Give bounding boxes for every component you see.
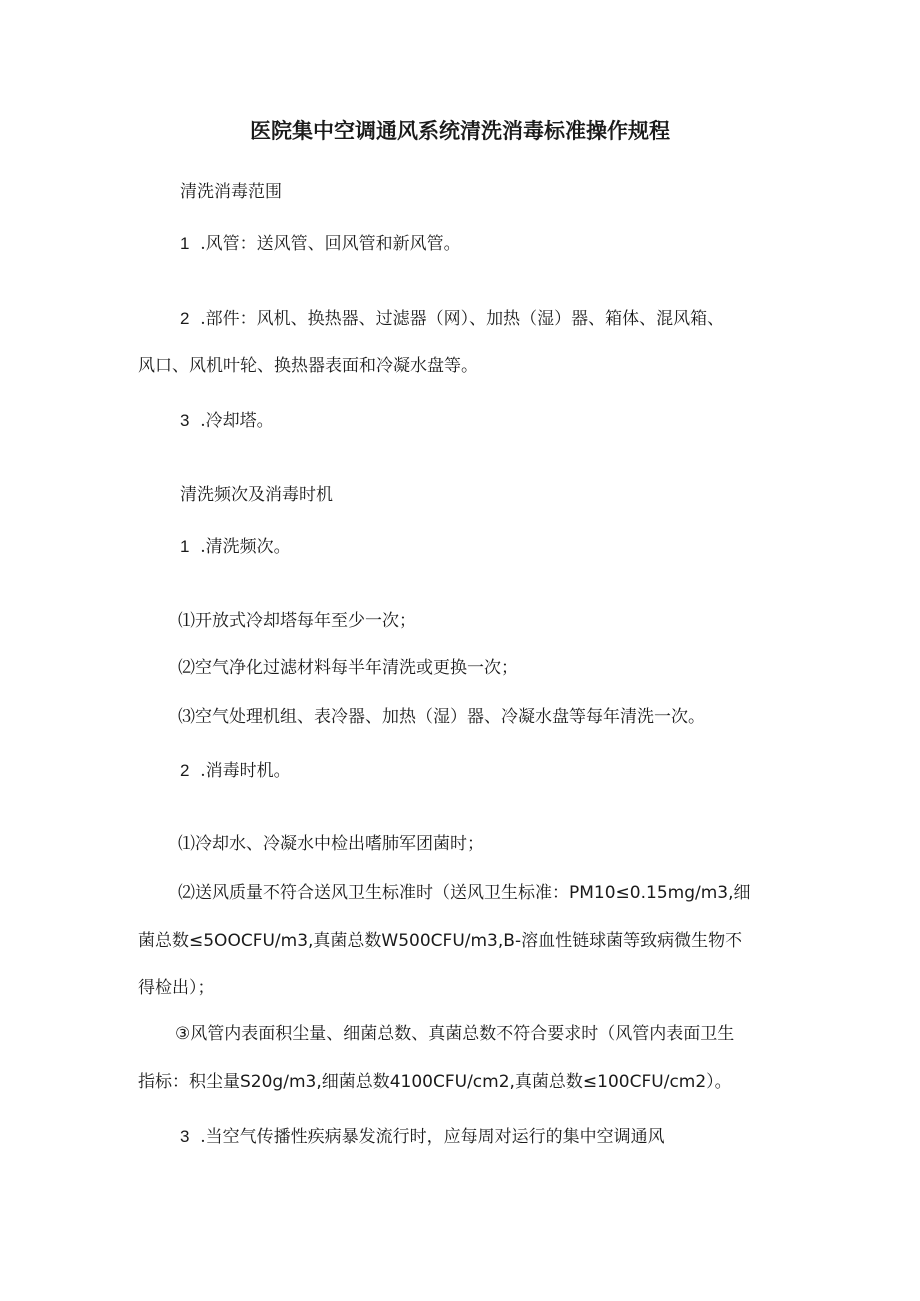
item-text: .当空气传播性疾病暴发流行时，应每周对运行的集中空调通风 <box>200 1127 665 1147</box>
item-number: 3 <box>180 411 190 430</box>
section-heading-scope: 清洗消毒范围 <box>180 182 282 202</box>
timing-sub-2-line-1: ⑵送风质量不符合送风卫生标准时（送风卫生标准：PM10≤0.15mg∕m3,细 <box>178 883 751 903</box>
timing-sub-3-line-2: 指标：积尘量S20g∕m3,细菌总数4100CFU/cm2,真菌总数≤100CFU∕cm2）。 <box>138 1072 732 1092</box>
frequency-item-3 <box>180 1125 665 1149</box>
freq-sub-2: ⑵空气净化过滤材料每半年清洗或更换一次； <box>178 658 518 678</box>
freq-sub-3: ⑶空气处理机组、表冷器、加热（湿）器、冷凝水盘等每年清洗一次。 <box>178 707 705 727</box>
item-text: .风管：送风管、回风管和新风管。 <box>200 234 461 254</box>
item-number: 2 <box>180 761 190 780</box>
freq-sub-1: ⑴开放式冷却塔每年至少一次； <box>178 611 416 631</box>
scope-item-2 <box>180 307 724 331</box>
scope-item-2-continuation: 风口、风机叶轮、换热器表面和冷凝水盘等。 <box>138 356 478 376</box>
item-number: 1 <box>180 234 190 253</box>
section-heading-frequency: 清洗频次及消毒时机 <box>180 485 333 505</box>
item-text: .清洗频次。 <box>200 537 291 557</box>
item-text: .部件：风机、换热器、过滤器（网）、加热（湿）器、箱体、混风箱、 <box>200 309 725 329</box>
frequency-item-2 <box>180 759 291 783</box>
timing-sub-3-line-1: ③风管内表面积尘量、细菌总数、真菌总数不符合要求时（风管内表面卫生 <box>175 1024 735 1044</box>
frequency-item-1 <box>180 535 291 559</box>
timing-sub-2-line-3: 得检出）； <box>138 978 215 998</box>
timing-sub-1: ⑴冷却水、冷凝水中检出嗜肺军团菌时； <box>178 834 484 854</box>
item-text: .消毒时机。 <box>200 761 291 781</box>
scope-item-1 <box>180 232 461 256</box>
document-title: 医院集中空调通风系统清洗消毒标准操作规程 <box>250 119 670 143</box>
timing-sub-2-line-2: 菌总数≤5OOCFU∕m3,真菌总数W500CFU∕m3,B-溶血性链球菌等致病微生物不 <box>138 931 743 951</box>
scope-item-3 <box>180 409 274 433</box>
item-number: 1 <box>180 537 190 556</box>
item-number: 3 <box>180 1127 190 1146</box>
item-number: 2 <box>180 309 190 328</box>
item-text: .冷却塔。 <box>200 411 274 431</box>
